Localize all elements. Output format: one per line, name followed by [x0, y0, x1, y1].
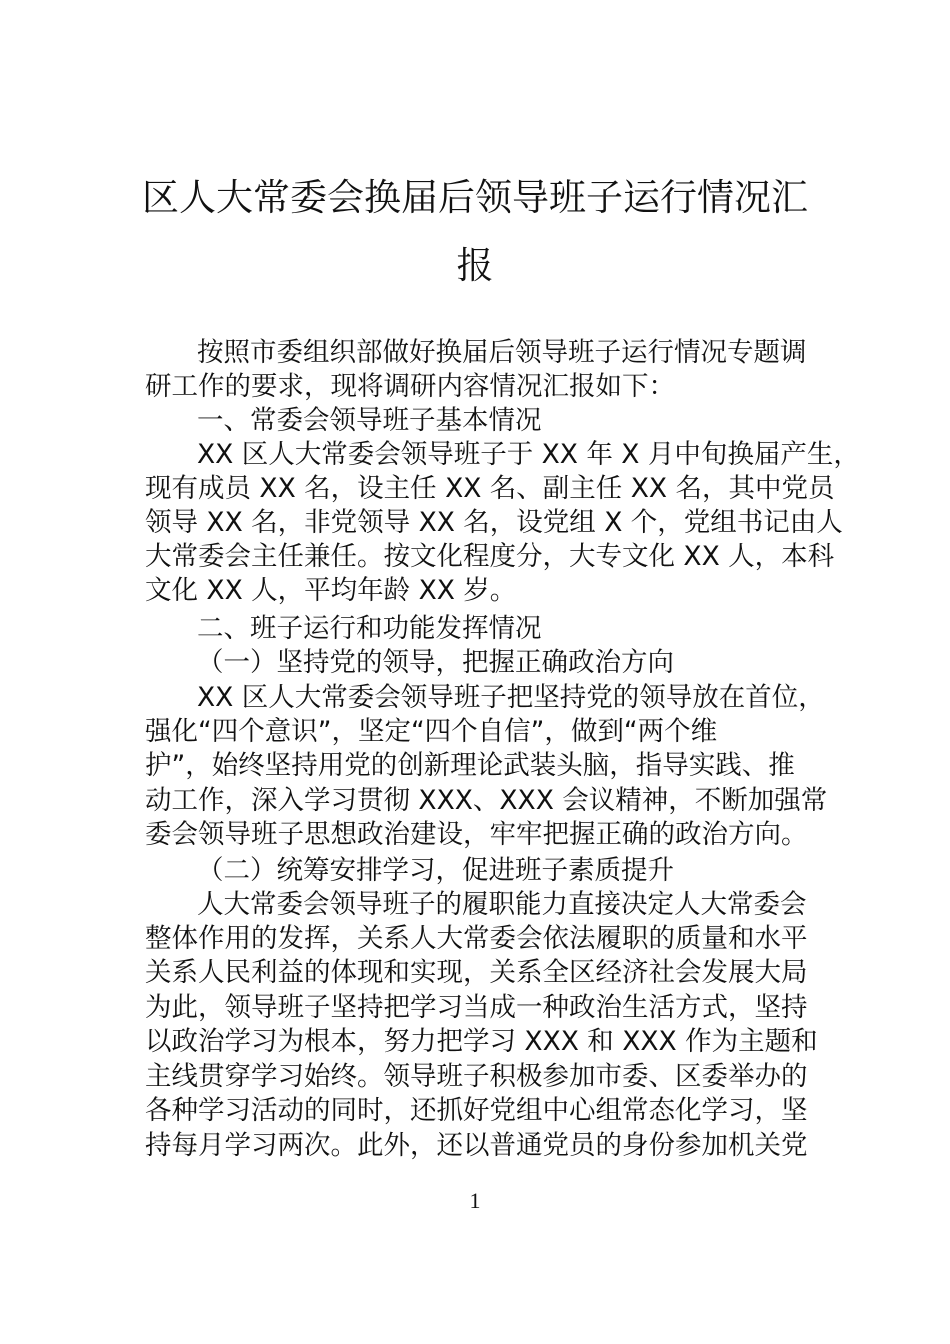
document-title-line-2: 报	[456, 244, 494, 287]
page-number: 1	[469, 1188, 481, 1213]
body-line: XX 区人大常委会领导班子于 XX 年 X 月中旬换届产生，	[197, 439, 860, 470]
subsection-heading: （一）坚持党的领导，把握正确政治方向	[197, 647, 674, 678]
body-line: 动工作，深入学习贯彻 XXX、XXX 会议精神，不断加强常	[145, 785, 828, 816]
subsection-heading: （二）统筹安排学习，促进班子素质提升	[197, 855, 674, 886]
body-line: 整体作用的发挥，关系人大常委会依法履职的质量和水平	[145, 923, 808, 954]
body-line: 人大常委会领导班子的履职能力直接决定人大常委会	[197, 889, 807, 920]
body-line: 各种学习活动的同时，还抓好党组中心组常态化学习，坚	[145, 1095, 808, 1126]
body-line: 委会领导班子思想政治建设，牢牢把握正确的政治方向。	[145, 819, 808, 850]
body-line: 领导 XX 名，非党领导 XX 名，设党组 X 个，党组书记由人	[145, 507, 843, 538]
document-title-line-1: 区人大常委会换届后领导班子运行情况汇	[142, 176, 808, 219]
section-heading: 二、班子运行和功能发挥情况	[197, 613, 542, 644]
body-line: 以政治学习为根本，努力把学习 XXX 和 XXX 作为主题和	[145, 1026, 818, 1057]
body-line: XX 区人大常委会领导班子把坚持党的领导放在首位，	[197, 682, 825, 713]
body-line: 关系人民利益的体现和实现，关系全区经济社会发展大局	[145, 957, 808, 988]
body-line: 研工作的要求，现将调研内容情况汇报如下：	[145, 371, 675, 402]
body-line: 文化 XX 人，平均年龄 XX 岁。	[145, 575, 517, 606]
body-line: 现有成员 XX 名，设主任 XX 名、副主任 XX 名，其中党员	[145, 473, 835, 504]
body-line: 主线贯穿学习始终。领导班子积极参加市委、区委举办的	[145, 1061, 808, 1092]
body-line: 为此，领导班子坚持把学习当成一种政治生活方式，坚持	[145, 992, 808, 1023]
body-line: 强化“四个意识”，坚定“四个自信”，做到“两个维	[145, 716, 718, 747]
section-heading: 一、常委会领导班子基本情况	[197, 405, 542, 436]
body-line: 持每月学习两次。此外，还以普通党员的身份参加机关党	[145, 1130, 808, 1161]
body-line: 大常委会主任兼任。按文化程度分，大专文化 XX 人，本科	[145, 541, 835, 572]
body-line: 护”，始终坚持用党的创新理论武装头脑，指导实践、推	[145, 750, 795, 781]
body-line: 按照市委组织部做好换届后领导班子运行情况专题调	[197, 337, 807, 368]
